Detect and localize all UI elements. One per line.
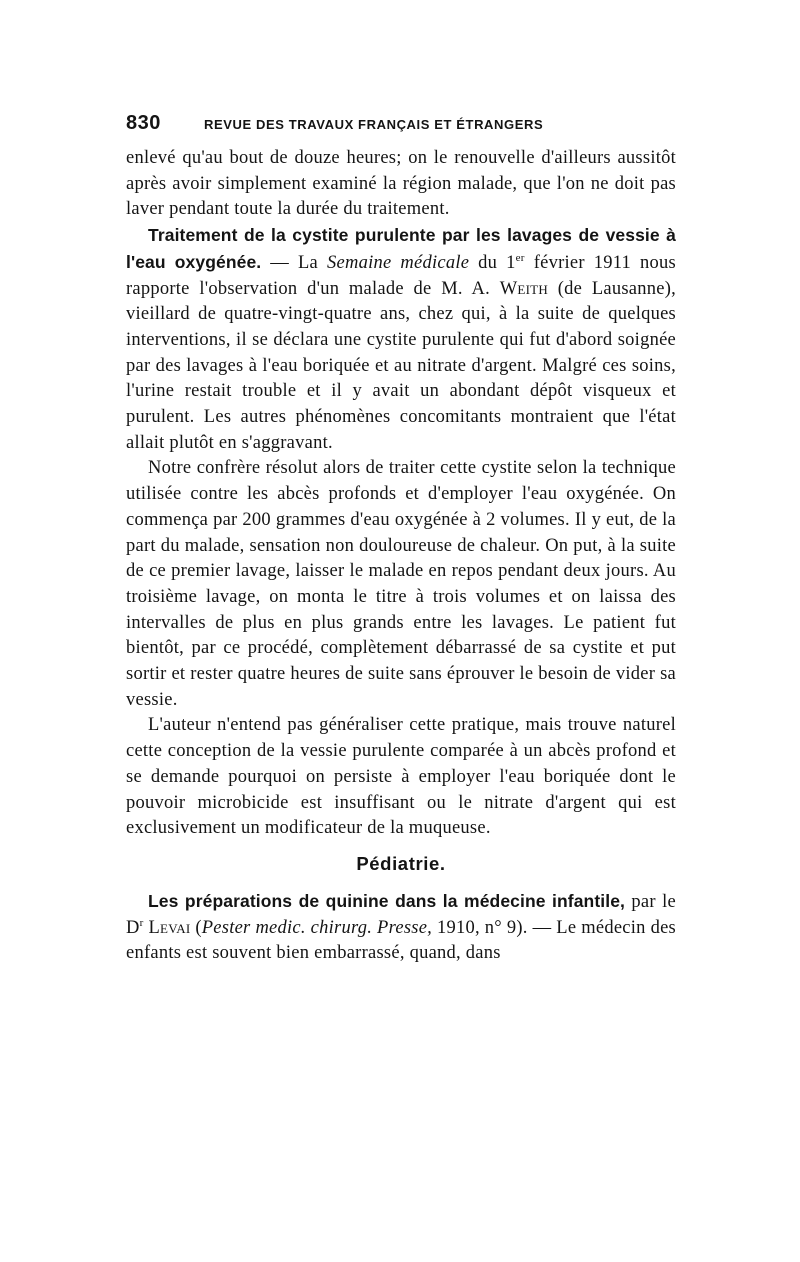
paragraph-cystite — [126, 223, 676, 456]
paragraph-treatment: Notre confrère résolut alors de traiter cette cystite selon la technique utilisée contre les abcès profonds et d'employer l'eau oxygénée. On commença par 200 grammes d'eau oxygénée à 2 volumes. Il y eut, de la part du malade, sensation non douloureuse de chaleur. On put, à la suite de ce premier lavage, laisser le malade en repos pendant deux jours. Au troisième lavage, on monta le titre à trois volumes et on laissa des intervalles de plus en plus grands entre les lavages. Le patient fut bientôt, par ce procédé, complètement débarrassé de sa cystite et put sortir et rester quatre heures de suite sans éprouver le besoin de vider sa vessie. — [126, 458, 676, 710]
body-text — [126, 146, 676, 967]
text-run: par le D — [126, 891, 676, 938]
superscript: er — [515, 251, 525, 264]
paragraph-quinine — [126, 889, 676, 967]
page-number: 830 — [126, 112, 161, 134]
text-run: (de Lausanne), vieillard de quatre-vingt-quatre ans, chez qui, à la suite de quelques interventions, il se déclara une cystite purulente qui fut d'abord soignée par des lavages à l'eau boriquée et au nitrate d'argent. Malgré ces soins, l'urine restait trouble et il y avait un abondant dépôt visqueux et purulent. Les autres phénomènes concomitants montraient que l'état allait plutôt en s'aggravant. — [126, 278, 676, 453]
author-name: Weith — [499, 278, 549, 299]
paragraph-conclusion: L'auteur n'entend pas généraliser cette pratique, mais trouve naturel cette conception de la vessie purulente comparée à un abcès profond et se demande pourquoi on persiste à employer l'eau boriquée dont le pouvoir microbicide est insuffisant ou le nitrate d'argent qui est exclusivement un modificateur de la muqueuse. — [126, 715, 676, 839]
section-heading: Pédiatrie. — [356, 852, 446, 874]
article-title-quinine: Les préparations de quinine dans la médecine infantile, — [148, 890, 625, 911]
journal-name: Semaine médicale — [327, 252, 470, 273]
superscript: r — [139, 916, 144, 929]
paragraph-continuation: enlevé qu'au bout de douze heures; on le renouvelle d'ailleurs aussitôt après avoir simplement examiné la région malade, que l'on ne doit pas laver pendant toute la durée du traitement. — [126, 148, 676, 220]
article-title-cystite: Traitement de la cystite purulente par les lavages de vessie à l'eau oxygénée. — [126, 225, 676, 272]
running-title: REVUE DES TRAVAUX FRANÇAIS ET ÉTRANGERS — [204, 117, 544, 132]
journal-name: Pester medic. chirurg. Presse, — [201, 917, 433, 938]
text-run: février 1911 nous rapporte l'observation d'un malade de M. A. — [126, 252, 676, 299]
author-name: Levai — [148, 917, 191, 938]
text-run: du 1 — [469, 252, 516, 273]
text-run: ( — [190, 917, 202, 938]
page-header — [126, 112, 676, 146]
page — [126, 112, 676, 967]
text-run: 1910, n° 9). — Le médecin des enfants est souvent bien embarrassé, quand, dans — [126, 917, 676, 964]
text-run: — La — [261, 252, 327, 273]
